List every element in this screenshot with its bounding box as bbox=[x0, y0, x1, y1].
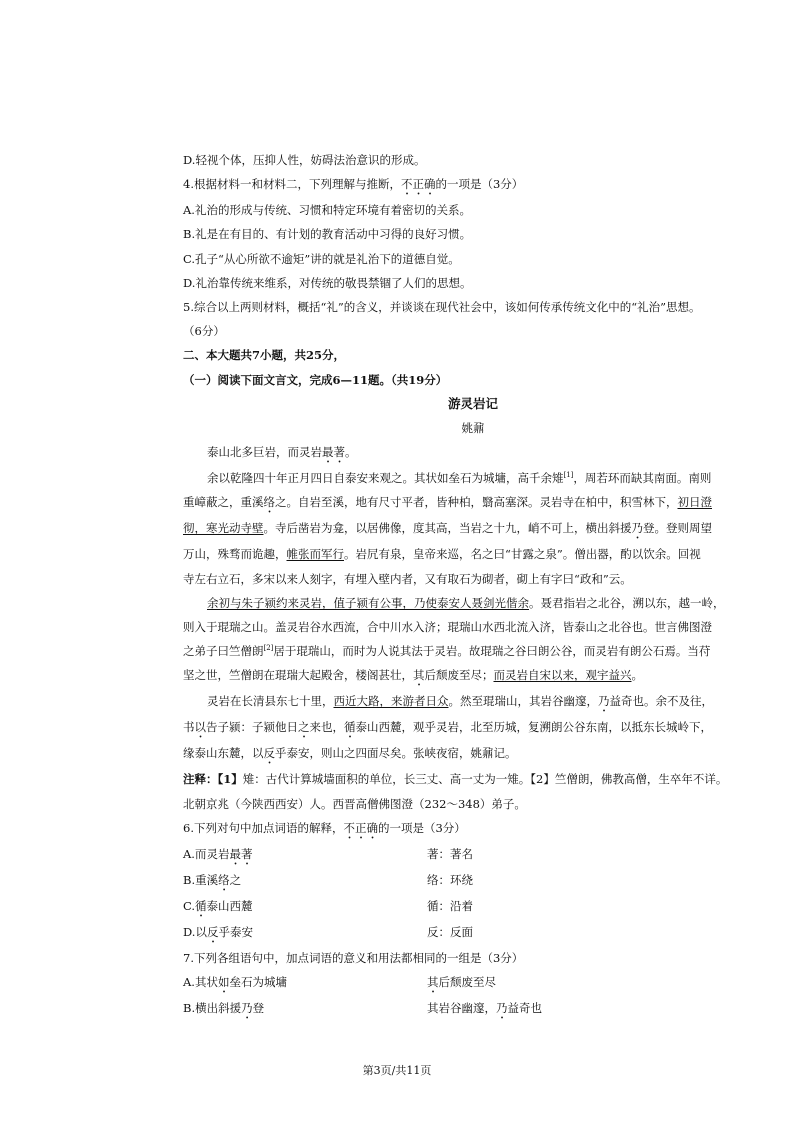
emphasis-text: 乃 bbox=[598, 694, 610, 709]
text: 其岩谷幽邃， bbox=[427, 1001, 496, 1016]
emphasis-text: 不正确 bbox=[400, 177, 436, 192]
text: 余以乾隆四十年正月四日自泰安来观之。其状如垒石为城墉，高千余雉 bbox=[207, 471, 564, 486]
q6-option-d bbox=[183, 920, 763, 946]
text: 乎泰安，则山之四面尽矣。张峡夜宿，姚鼐记。 bbox=[275, 746, 517, 761]
emphasis-text: 其 bbox=[413, 668, 425, 683]
text: D.轻视个体，压抑人性，妨碍法治意识的形成。 bbox=[183, 153, 426, 167]
option-right: 循：沿着 bbox=[427, 898, 473, 913]
emphasis-text: 不正确 bbox=[343, 820, 378, 835]
text: 。 bbox=[345, 445, 357, 460]
text: ，周若环而缺其南面。南则 bbox=[573, 471, 712, 486]
question-5 bbox=[183, 295, 763, 319]
text: D.以 bbox=[183, 924, 207, 939]
text: 的一项是（3分） bbox=[435, 177, 524, 192]
text: B.重溪 bbox=[183, 872, 219, 887]
emphasis-text: 络 bbox=[218, 872, 230, 887]
text: 来也， bbox=[309, 720, 344, 735]
passage-line bbox=[183, 567, 763, 591]
text: 后颓废至尽 bbox=[438, 975, 496, 990]
option-a bbox=[183, 198, 763, 222]
emphasis-text: 反 bbox=[206, 924, 219, 939]
emphasis-text: 之 bbox=[298, 720, 310, 735]
passage-line bbox=[183, 715, 763, 741]
text: 之。自岩至溪，地有尺寸平者，皆种柏，翳高塞深。灵岩寺在柏中，积雪林下， bbox=[275, 495, 678, 510]
emphasis-text: 乃 bbox=[496, 1001, 508, 1016]
text: 。然至琨瑞山，其岩谷幽邃， bbox=[448, 694, 598, 709]
option-left bbox=[183, 894, 427, 920]
text: 寺左右立石，多宋以来人刻字，有埋入壁内者，又有取石为砌者，砌上有字曰“政和”云。 bbox=[183, 571, 632, 586]
section-heading bbox=[183, 343, 763, 367]
text: 益奇也。余不及往， bbox=[609, 694, 713, 709]
text: 7.下列各组语句中，加点词语的意义和用法都相同的一组是（3分） bbox=[183, 950, 524, 965]
text: 坚之世，竺僧朗在琨瑞大起殿舍，楼阁甚壮， bbox=[183, 668, 413, 683]
emphasis-text: 如 bbox=[217, 975, 230, 990]
text: C.孔子“从心所欲不逾矩”讲的就是礼治下的道德自觉。 bbox=[183, 251, 460, 266]
option-left bbox=[183, 868, 427, 894]
text: 后颓废至尽； bbox=[424, 668, 494, 683]
text: 雉：古代计算城墙面积的单位，长三丈、高一丈为一雉。【2】竺僧朗，佛教高僧，生卒年不详。 bbox=[242, 772, 728, 787]
q6-option-c bbox=[183, 894, 763, 920]
passage-author bbox=[183, 416, 763, 440]
passage-line bbox=[183, 466, 763, 490]
footnote-ref: [1] bbox=[563, 471, 574, 480]
text: 。寺后凿岩为龛，以居佛像，度其高，当岩之十九，峭不可上，横出斜援 bbox=[263, 521, 632, 536]
footnote-ref: [2] bbox=[263, 644, 274, 653]
text: 姚鼐 bbox=[461, 421, 485, 436]
question-7 bbox=[183, 946, 763, 970]
underlined-text: 而灵岩自宋以来，观宇益兴 bbox=[493, 668, 632, 683]
footnote-label: 注释：【1】 bbox=[183, 772, 243, 787]
text: 泰山北多巨岩，而灵岩 bbox=[207, 445, 322, 460]
option-d bbox=[183, 271, 763, 295]
underlined-text: 初日澄 bbox=[677, 495, 712, 510]
text: 登 bbox=[252, 1001, 265, 1016]
footnote bbox=[183, 767, 763, 791]
text: D.礼治靠传统来维系，对传统的敬畏禁锢了人们的思想。 bbox=[183, 275, 472, 290]
text: B.横出斜援 bbox=[183, 1001, 242, 1016]
passage-line bbox=[183, 639, 763, 663]
text: 乎泰安 bbox=[218, 924, 253, 939]
emphasis-text: 循 bbox=[195, 898, 207, 913]
text: 5.综合以上两则材料，概括“礼”的含义，并谈谈在现代社会中，该如何传承传统文化中的“礼治”思想。 bbox=[183, 300, 701, 315]
text: 则入于琨瑞之山。盖灵岩谷水西流，合中川水入济；琨瑞山水西北流入济，皆泰山之北谷也。世言佛图澄 bbox=[183, 620, 712, 635]
q7-option-a bbox=[183, 970, 763, 996]
text: 书 bbox=[183, 720, 195, 735]
text: C. bbox=[183, 898, 196, 913]
passage-line bbox=[183, 615, 763, 639]
option-right bbox=[427, 970, 496, 996]
question-4 bbox=[183, 172, 763, 198]
question-6 bbox=[183, 816, 763, 842]
emphasis-text: 循 bbox=[344, 720, 356, 735]
passage-line bbox=[183, 663, 763, 689]
emphasis-text: 以 bbox=[194, 720, 206, 735]
text: （6分） bbox=[183, 324, 225, 339]
passage-line bbox=[183, 591, 763, 615]
text: 6.下列对句中加点词语的解释， bbox=[183, 820, 344, 835]
text: 。岩凥有泉，皇帝来巡，名之曰“甘露之泉”。僧出器，酌以饮余。回视 bbox=[344, 547, 701, 562]
text: 缘泰山东麓，以 bbox=[183, 746, 264, 761]
q7-option-b bbox=[183, 996, 763, 1022]
text: （一）阅读下面文言文，完成6—11题。（共19分） bbox=[183, 372, 448, 387]
text: 北朝京兆（今陕西西安）人。西晋高僧佛图澄（232～348）弟子。 bbox=[183, 796, 526, 811]
text: 之弟子曰竺僧朗 bbox=[183, 644, 264, 659]
text: 之 bbox=[229, 872, 242, 887]
text: 。聂君指岩之北谷，溯以东，越一岭， bbox=[529, 595, 725, 610]
option-left bbox=[183, 970, 427, 996]
text: 二、本大题共7小题，共25分， bbox=[183, 348, 346, 363]
passage-line bbox=[183, 490, 763, 516]
text: 。 bbox=[631, 668, 643, 683]
option-b bbox=[183, 222, 763, 246]
option-c bbox=[183, 247, 763, 271]
underlined-text: 余初与朱子颍约来灵岩，值子颍有公事，乃使泰安人聂剑光偕余 bbox=[207, 595, 529, 610]
option-left bbox=[183, 996, 427, 1022]
text: 告子颍：子颍他日 bbox=[206, 720, 298, 735]
passage-line bbox=[183, 689, 763, 715]
emphasis-text: 反 bbox=[263, 746, 275, 761]
text: 登。登则周望 bbox=[643, 521, 712, 536]
passage-paragraph-1 bbox=[183, 440, 763, 466]
option-right: 反：反面 bbox=[427, 924, 473, 939]
text: 益奇也 bbox=[507, 1001, 542, 1016]
q6-option-b bbox=[183, 868, 763, 894]
text: 泰山西麓 bbox=[206, 898, 253, 913]
text-line bbox=[183, 319, 763, 343]
text: A.其状 bbox=[183, 975, 218, 990]
underlined-text: 帷张而军行 bbox=[286, 547, 344, 562]
text: 居于琨瑞山，而时为人说其法于灵岩。故琨瑞之谷曰朗公谷，而灵岩有朗公石焉。当苻 bbox=[273, 644, 711, 659]
text: A.而灵岩 bbox=[183, 846, 230, 861]
text: 游灵岩记 bbox=[447, 395, 498, 411]
underlined-text: 彻，寒光动寺壁 bbox=[183, 521, 264, 536]
q6-option-a bbox=[183, 842, 763, 868]
option-right: 著：著名 bbox=[427, 846, 473, 861]
text: 重嶂蔽之，重溪 bbox=[183, 495, 264, 510]
option-left bbox=[183, 842, 427, 868]
text-line bbox=[183, 148, 763, 172]
subsection-heading bbox=[183, 368, 763, 392]
text: 4.根据材料一和材料二，下列理解与推断， bbox=[183, 177, 401, 192]
passage-title bbox=[183, 392, 763, 416]
emphasis-text: 其 bbox=[427, 975, 439, 990]
page-footer: 第3页/共11页 bbox=[362, 1064, 432, 1077]
text: B.礼是在有目的、有计划的教育活动中习得的良好习惯。 bbox=[183, 227, 472, 242]
emphasis-text: 最著 bbox=[229, 846, 253, 861]
text: 万山，殊骛而诡趣， bbox=[183, 547, 287, 562]
emphasis-text: 最著 bbox=[322, 445, 345, 460]
underlined-text: 西近大路，来游者日众 bbox=[333, 694, 449, 709]
passage-line bbox=[183, 741, 763, 767]
text: A.礼治的形成与传统、习惯和特定环境有着密切的关系。 bbox=[183, 203, 471, 218]
emphasis-text: 乃 bbox=[631, 521, 643, 536]
page-content bbox=[183, 148, 763, 1022]
emphasis-text: 络 bbox=[263, 495, 275, 510]
option-left bbox=[183, 920, 427, 946]
text: 垒石为城墉 bbox=[229, 975, 287, 990]
option-right bbox=[427, 996, 542, 1022]
text: 泰山西麓，观乎灵岩，北至历城，复溯朗公谷东南，以抵东长城岭下， bbox=[355, 720, 712, 735]
footnote bbox=[183, 792, 763, 816]
text: 的一项是（3分） bbox=[377, 820, 466, 835]
passage-line bbox=[183, 516, 763, 542]
emphasis-text: 乃 bbox=[241, 1001, 253, 1016]
passage-line bbox=[183, 542, 763, 566]
text: 灵岩在长清县东七十里， bbox=[207, 694, 334, 709]
option-right: 络：环绕 bbox=[427, 872, 473, 887]
